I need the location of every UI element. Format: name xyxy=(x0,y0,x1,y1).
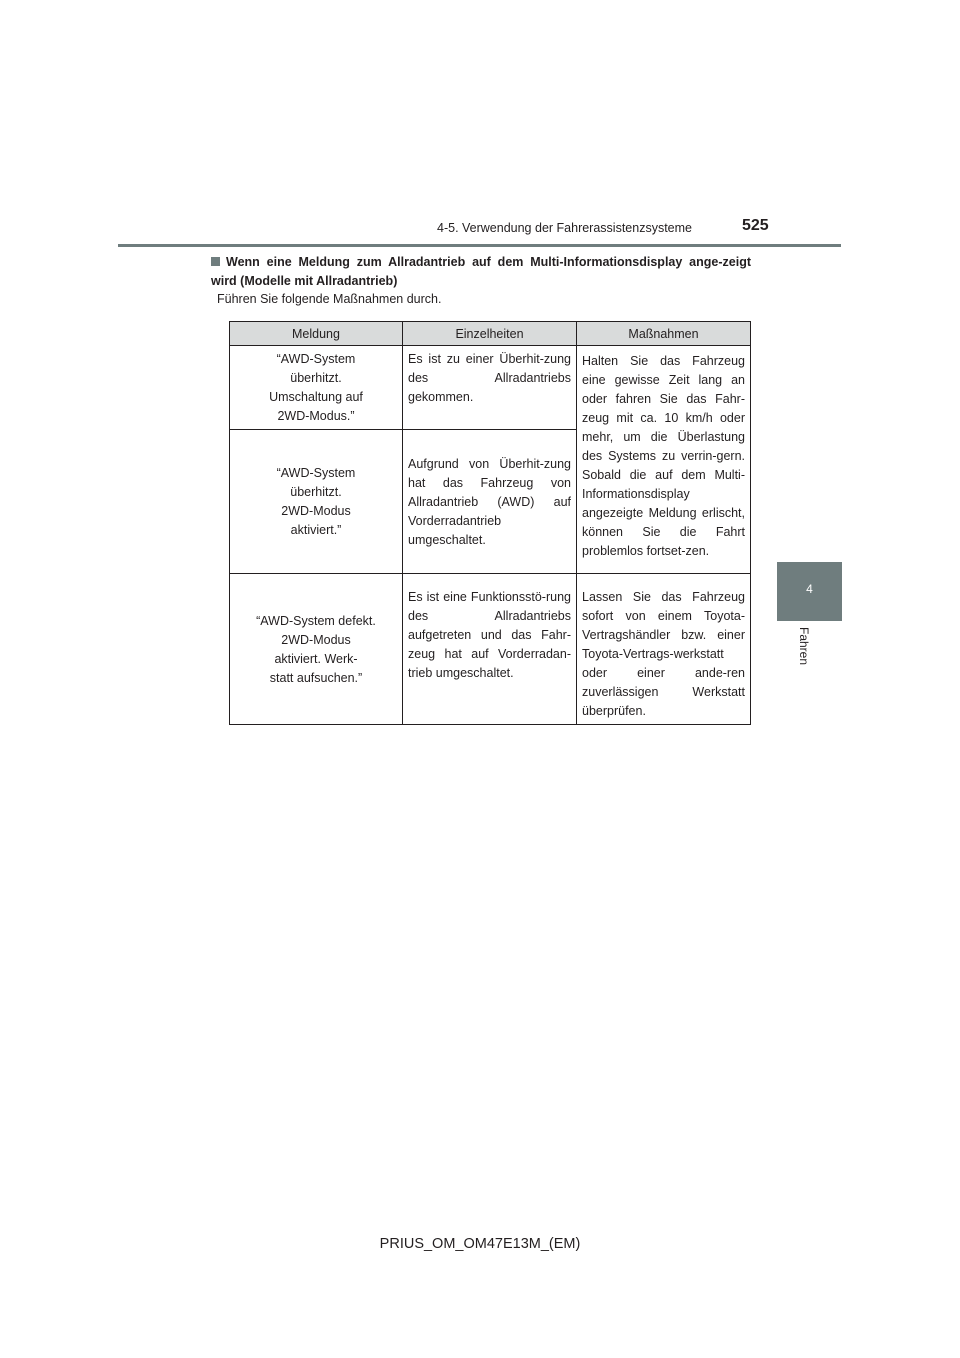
message-line: aktiviert.” xyxy=(290,523,342,537)
section-title: 4-5. Verwendung der Fahrerassistenzsysteme xyxy=(437,221,692,235)
message-line: 2WD-Modus xyxy=(281,504,351,518)
column-header-actions: Maßnahmen xyxy=(577,322,751,346)
action-cell: Halten Sie das Fahrzeug eine gewisse Zeit lang an oder fahren Sie das Fahr-zeug mit ca. 10 km/h oder mehr, um die Überlastung des Systems zu verrin-gern. Sobald die auf dem Multi-Informationsdisplay angezeigte Meldung erlischt, können Sie die Fahrt problemlos fortset-zen. xyxy=(577,346,751,574)
detail-cell: Es ist zu einer Überhit-zung des Allradantriebs gekommen. xyxy=(403,346,577,430)
awd-message-table xyxy=(229,321,751,725)
section-heading xyxy=(211,253,751,291)
message-line: überhitzt. xyxy=(290,371,342,385)
message-cell xyxy=(230,346,403,430)
table-row xyxy=(230,346,751,430)
chapter-number: 4 xyxy=(806,582,813,596)
message-line: “AWD-System xyxy=(276,352,356,366)
chapter-tab xyxy=(777,562,842,621)
detail-cell: Es ist eine Funktionsstö-rung des Allradantriebs aufgetreten und das Fahr-zeug hat auf Vorderradan-trieb umgeschaltet. xyxy=(403,574,577,725)
message-line: aktiviert. Werk- xyxy=(274,651,358,666)
message-line: 2WD-Modus.” xyxy=(277,409,355,423)
section-heading-text: Wenn eine Meldung zum Allradantrieb auf dem Multi-Informationsdisplay ange-zeigt wird (Modelle mit Allradantrieb) xyxy=(211,255,751,288)
column-header-details: Einzelheiten xyxy=(403,322,577,346)
message-line: “AWD-System xyxy=(276,466,356,480)
square-bullet-icon xyxy=(211,257,220,266)
message-line: “AWD-System defekt. xyxy=(256,613,376,628)
message-line: überhitzt. xyxy=(290,485,342,499)
message-cell xyxy=(230,574,403,725)
message-cell xyxy=(230,430,403,574)
page-number: 525 xyxy=(742,217,769,234)
chapter-title: Fahren xyxy=(797,627,811,666)
action-cell: Lassen Sie das Fahrzeug sofort von einem Toyota-Vertragshändler bzw. einer Toyota-Vertrags-werkstatt oder einer ande-ren zuverlässigen Werkstatt überprüfen. xyxy=(577,574,751,725)
column-header-message: Meldung xyxy=(230,322,403,346)
message-line: statt aufsuchen.” xyxy=(269,670,363,685)
document-code: PRIUS_OM_OM47E13M_(EM) xyxy=(379,1236,581,1252)
intro-text: Führen Sie folgende Maßnahmen durch. xyxy=(217,292,442,306)
header-divider xyxy=(118,244,841,247)
message-line: Umschaltung auf xyxy=(269,390,363,404)
detail-cell: Aufgrund von Überhit-zung hat das Fahrzeug von Allradantrieb (AWD) auf Vorderradantrieb umgeschaltet. xyxy=(403,430,577,574)
table-header-row xyxy=(230,322,751,346)
table-row xyxy=(230,574,751,725)
message-line: 2WD-Modus xyxy=(281,632,351,647)
